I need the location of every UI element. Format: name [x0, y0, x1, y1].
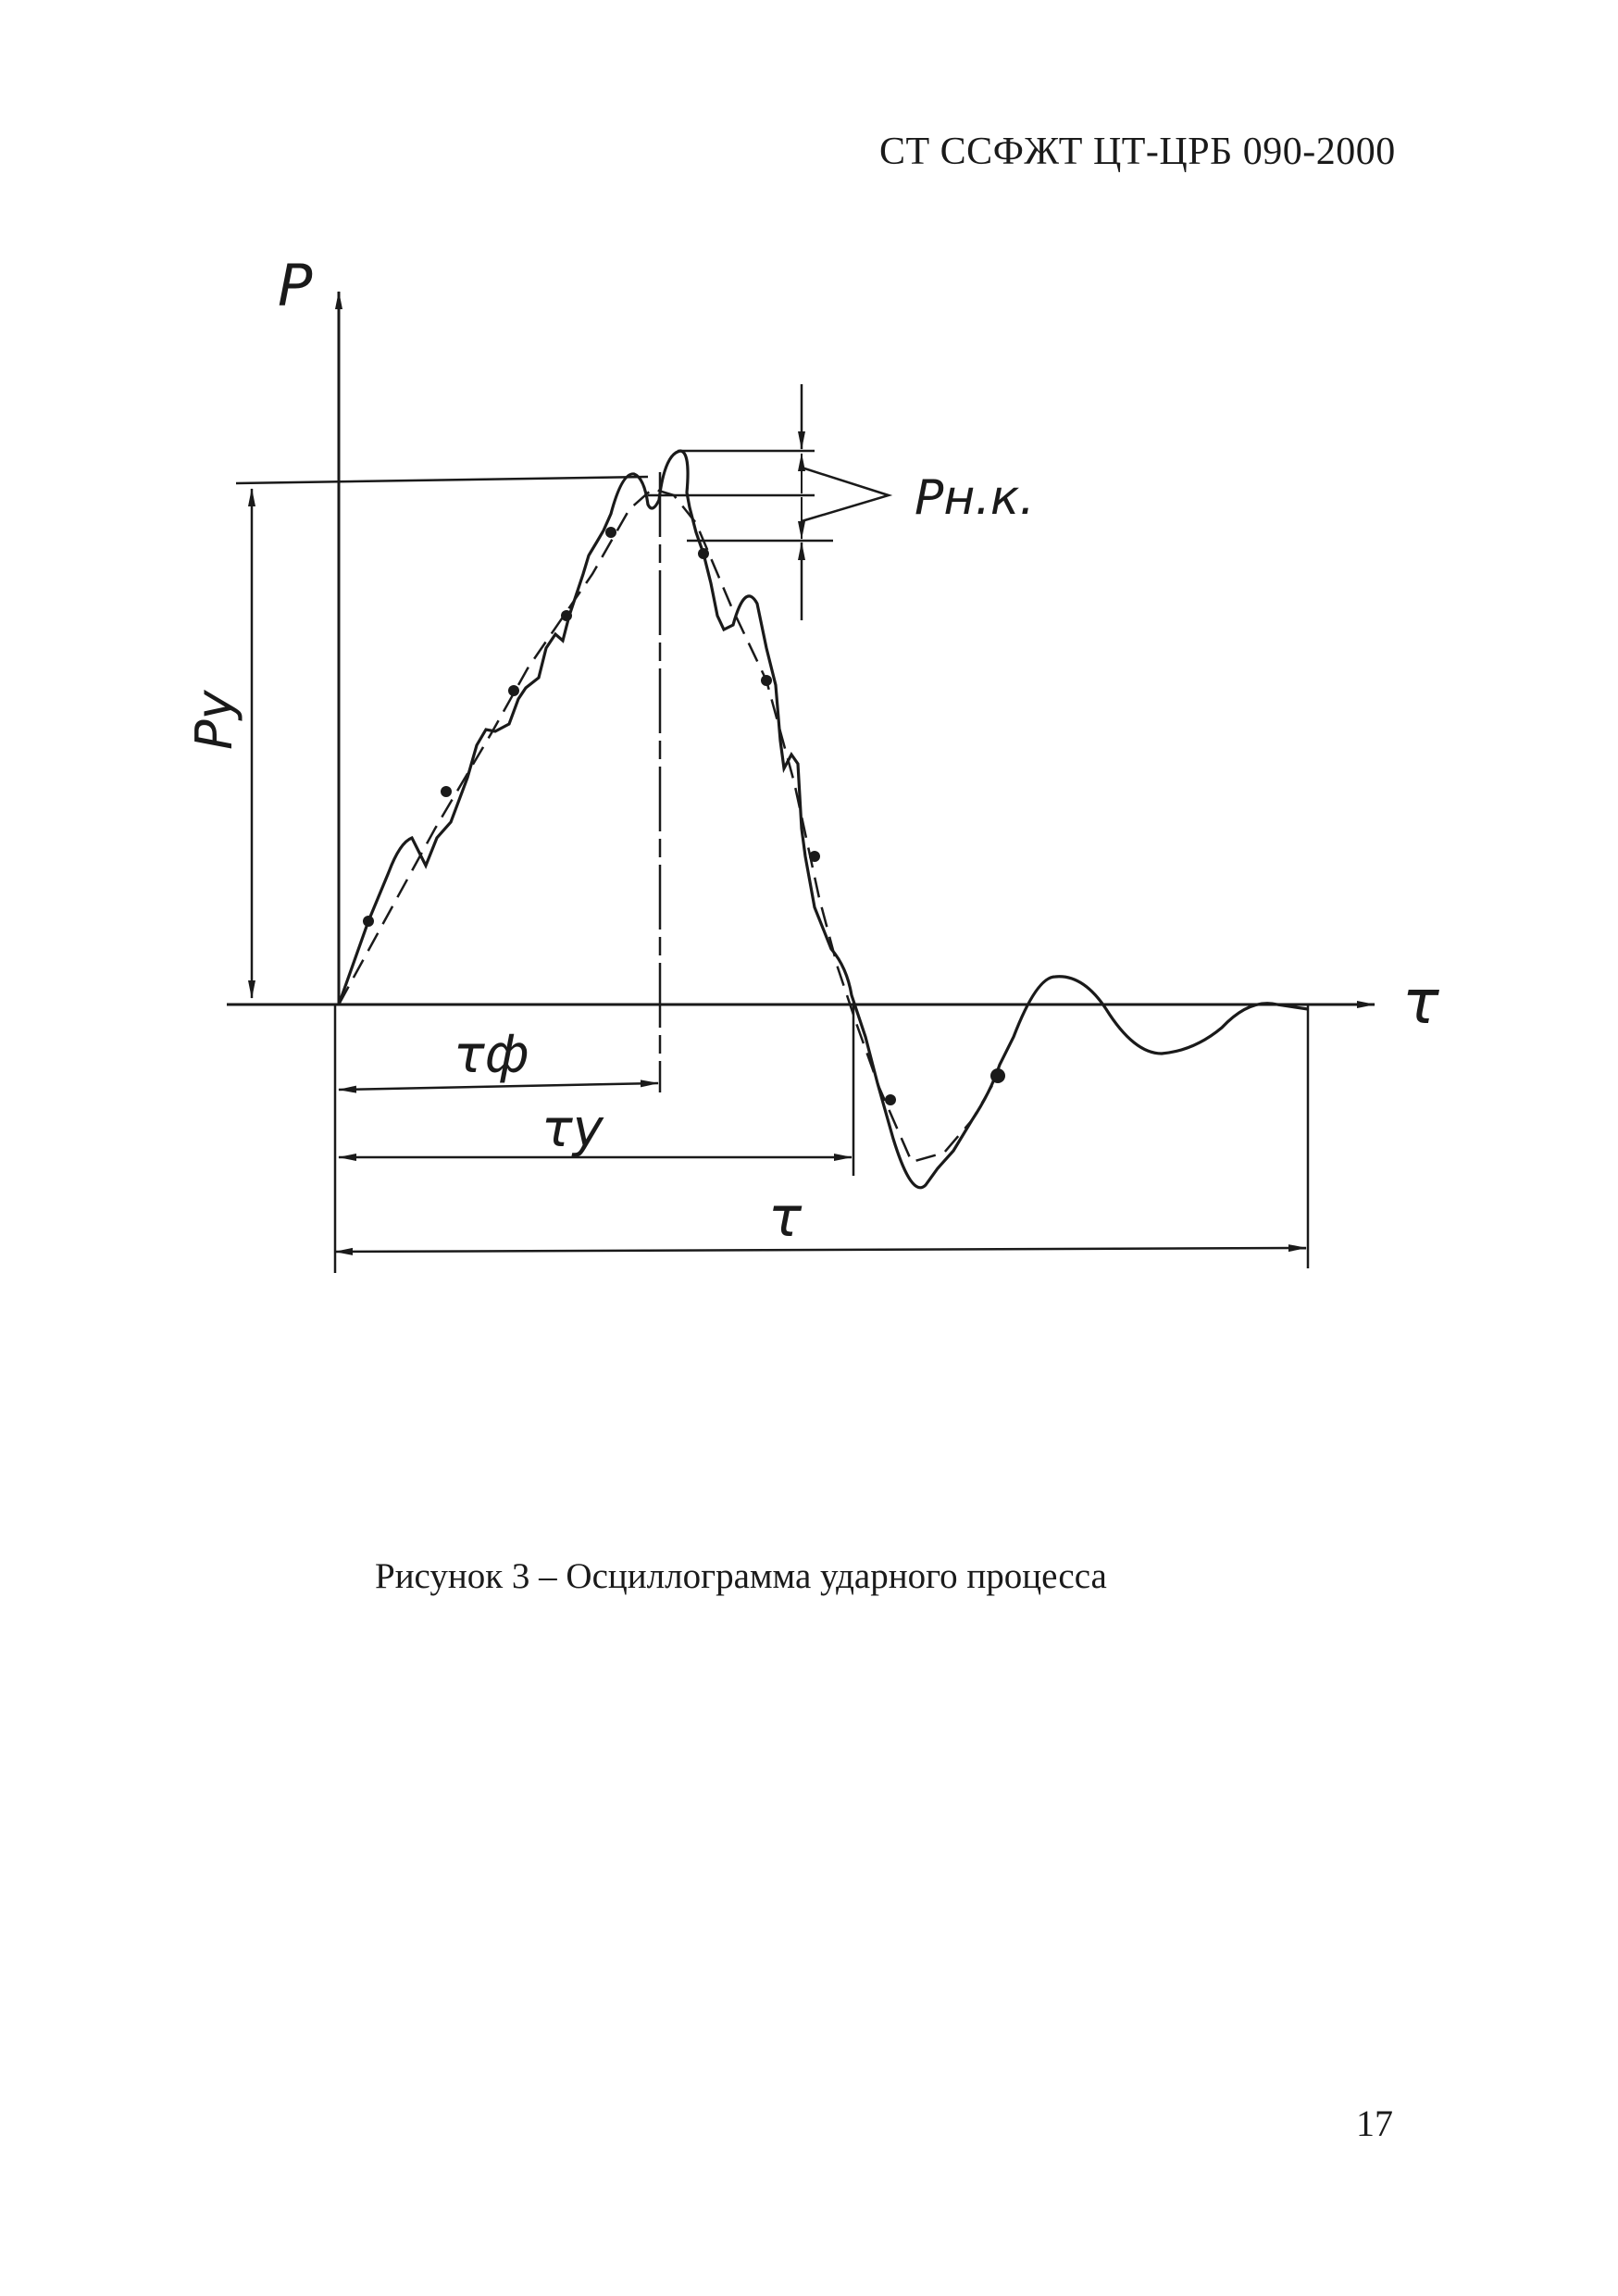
label-p-nk: Pн.к.: [915, 470, 1035, 526]
point-9: [885, 1094, 896, 1105]
label-tau-f: τф: [454, 1025, 529, 1085]
tau-dimension: [335, 1248, 1306, 1252]
pnk-leader-bracket: [802, 468, 889, 521]
point-2: [441, 786, 452, 797]
point-7: [761, 675, 772, 686]
point-5: [605, 527, 616, 538]
averaged-curve: [339, 489, 998, 1162]
point-8: [809, 851, 820, 862]
label-tau: τ: [768, 1185, 803, 1250]
measurement-points: [363, 527, 1005, 1105]
figure-caption: Рисунок 3 – Осциллограмма ударного процесса: [375, 1556, 1107, 1596]
document-code: СТ ССФЖТ ЦТ-ЦРБ 090-2000: [879, 131, 1396, 173]
point-10: [990, 1068, 1005, 1083]
label-p-y: Pу: [185, 690, 243, 750]
point-1: [363, 916, 374, 927]
label-tau-y: τу: [541, 1099, 604, 1159]
axis-x-label: τ: [1402, 967, 1439, 1038]
point-6: [698, 548, 709, 559]
axis-y-label: P: [278, 252, 313, 319]
page-number: 17: [1356, 2103, 1393, 2144]
point-4: [561, 610, 572, 621]
py-reference-line: [236, 477, 648, 483]
point-3: [508, 685, 519, 696]
